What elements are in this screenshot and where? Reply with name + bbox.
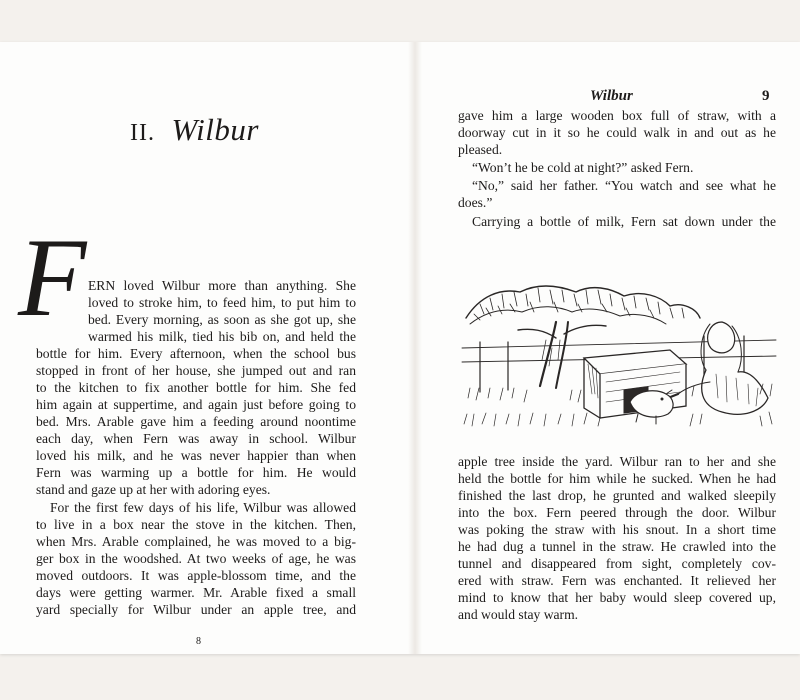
- text-line: days were getting warmer. Mr. Arable fixed a small: [36, 585, 356, 600]
- text-line: ger box in the woodshed. At two weeks of age, he was: [36, 551, 356, 566]
- text-line: into the box. Fern peered through the door. Wilbur: [458, 505, 776, 520]
- chapter-title: Wilbur: [171, 112, 259, 147]
- text-line: held the bottle for him while he sucked. When he had: [458, 471, 776, 486]
- text-line: loved to stroke him, to feed him, to put him to: [88, 295, 356, 310]
- text-line: tunnel and disappeared from sight, completely cov-: [458, 556, 776, 571]
- left-page: [0, 42, 408, 654]
- text-line: him again at suppertime, and again just before going to: [36, 397, 356, 412]
- text-line: doorway cut in it so he could walk in and out as he: [458, 125, 776, 140]
- text-line: For the first few days of his life, Wilbur was allowed: [50, 500, 356, 515]
- text-line: pleased.: [458, 142, 503, 157]
- page-number: 9: [762, 88, 770, 104]
- text-line: Fern was warming up a bottle for him. He would: [36, 465, 356, 480]
- text-line: gave him a large wooden box full of straw, with a: [458, 108, 776, 123]
- book-spread: [0, 42, 800, 654]
- text-line: he had dug a tunnel in the straw. He crawled into the: [458, 539, 776, 554]
- text-line: was poking the straw with his snout. In a short time: [458, 522, 776, 537]
- text-line: bed. Mrs. Arable gave him a feeding around noontime: [36, 414, 356, 429]
- drop-cap: F: [18, 216, 87, 340]
- text-line: Carrying a bottle of milk, Fern sat down under the: [472, 214, 776, 229]
- book-gutter: [408, 42, 422, 654]
- text-line: to live in a box near the stove in the kitchen. Then,: [36, 517, 356, 532]
- text-line: and would stay warm.: [458, 607, 579, 622]
- chapter-number: II.: [130, 120, 155, 146]
- text-line: mind to know that her baby would sleep covered up,: [458, 590, 776, 605]
- text-line: moved outdoors. It was apple-blossom time, and the: [36, 568, 356, 583]
- text-line: each day, when Fern was away in school. Wilbur: [36, 431, 356, 446]
- chapter-heading: [130, 112, 259, 148]
- text-line: “Won’t he be cold at night?” asked Fern.: [472, 160, 694, 175]
- text-line: does.”: [458, 195, 493, 210]
- text-line: ERN loved Wilbur more than anything. She: [88, 278, 356, 293]
- text-line: stand and gaze up at her with adoring eyes.: [36, 482, 271, 497]
- text-line: stopped in front of her house, she jumped out and ran: [36, 363, 356, 378]
- text-line: loved his milk, and he was never happier than when: [36, 448, 356, 463]
- text-line: yard specially for Wilbur under an apple tree, and: [36, 602, 356, 617]
- text-line: finished the last drop, he grunted and walked sleepily: [458, 488, 776, 503]
- text-line: bed. Every morning, as soon as she got up, she: [88, 312, 356, 327]
- illustration-fern-and-wilbur: [460, 278, 778, 430]
- text-line: to the kitchen to fix another bottle for him. She fed: [36, 380, 356, 395]
- running-head: Wilbur: [590, 88, 633, 104]
- text-line: “No,” said her father. “You watch and see what he: [472, 178, 776, 193]
- right-page: [422, 42, 800, 654]
- text-line: apple tree inside the yard. Wilbur ran to her and she: [458, 454, 776, 469]
- text-line: bottle for him. Every afternoon, when the school bus: [36, 346, 356, 361]
- text-line: warmed his milk, tied his bib on, and held the: [88, 329, 356, 344]
- page-number: 8: [196, 636, 201, 647]
- text-line: when Mrs. Arable complained, he was moved to a big-: [36, 534, 356, 549]
- text-line: ered with straw. Fern was enchanted. It relieved her: [458, 573, 776, 588]
